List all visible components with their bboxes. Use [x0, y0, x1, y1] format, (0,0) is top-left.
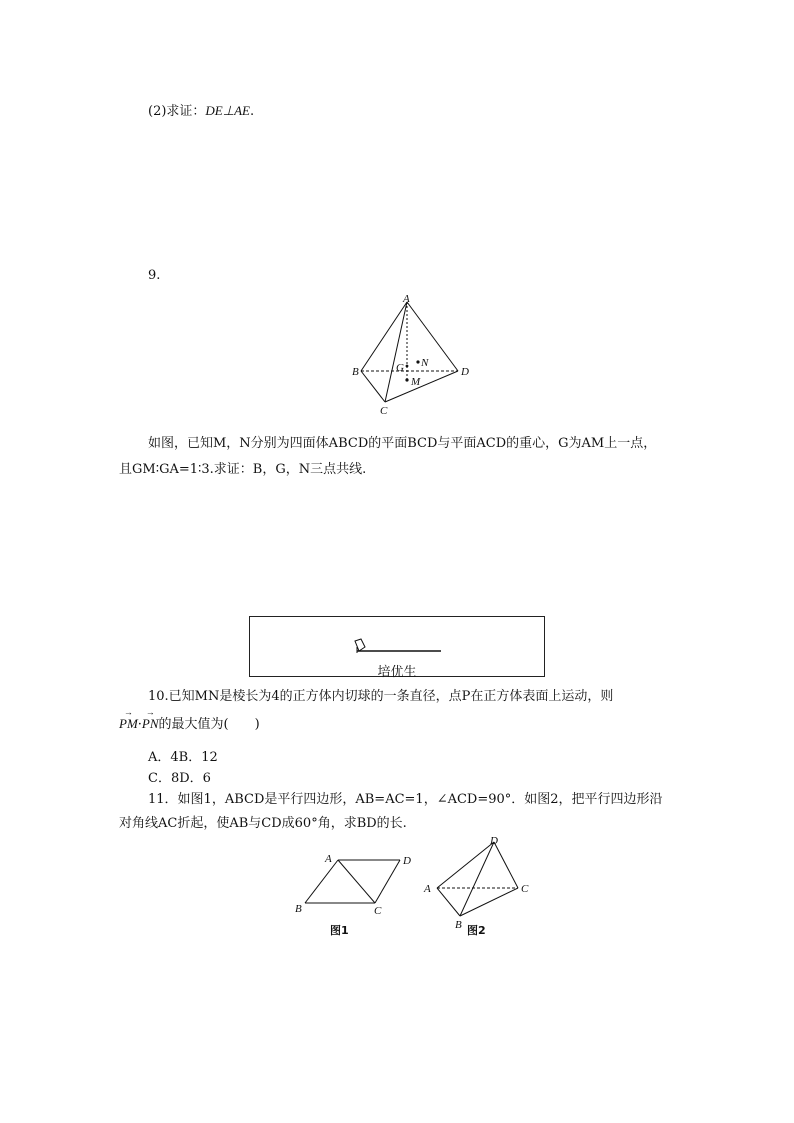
q9-number: 9. — [148, 268, 161, 283]
banner-title: 培优生 — [377, 665, 417, 680]
q9-text-line1: 如图，已知M，N分别为四面体ABCD的平面BCD与平面ACD的重心，G为AM上一点， — [148, 436, 657, 451]
q8-part2-prefix: (2)求证： — [148, 104, 206, 119]
q10-line1: 10.已知MN是棱长为4的正方体内切球的一条直径，点P在正方体表面上运动，则 — [148, 689, 614, 704]
q11-line1: 11．如图1，ABCD是平行四边形，AB=AC=1，∠ACD=90°．如图2，把平行四边形沿 — [148, 792, 663, 807]
q11-fig1-label-b: B — [295, 903, 302, 915]
q9-label-b: B — [352, 366, 359, 378]
q10-options-cd: C．8D．6 — [148, 771, 211, 786]
q8-part2-expr: DE⊥AE — [205, 103, 250, 118]
q10-line2-suffix: 的最大值为( ) — [158, 717, 260, 732]
q9-label-g: G — [396, 362, 404, 374]
q9-tetrahedron-figure — [340, 290, 480, 420]
q9-label-c: C — [380, 405, 388, 417]
q11-figure1-caption: 图1 — [330, 924, 349, 937]
q9-label-m: M — [411, 376, 421, 388]
q11-fig2-label-b: B — [455, 919, 462, 931]
q11-fig1-label-a: A — [325, 853, 332, 865]
q10-options-ab: A．4B．12 — [148, 750, 218, 765]
section-banner — [249, 616, 545, 680]
q10-dot: · — [137, 717, 142, 732]
pencil-icon — [353, 637, 443, 657]
q10-vector-pm: → PM — [119, 707, 138, 731]
q10-line2 — [119, 707, 260, 732]
q9-text-line2: 且GM∶GA=1∶3.求证：B，G，N三点共线. — [119, 462, 367, 477]
q9-label-n: N — [421, 357, 429, 369]
q11-line2: 对角线AC折起，使AB与CD成60°角，求BD的长. — [119, 816, 407, 831]
q8-part2-suffix: . — [249, 104, 255, 119]
q11-fig2-label-c: C — [521, 883, 529, 895]
q11-fig1-label-d: D — [403, 855, 411, 867]
q11-fig2-label-d: D — [490, 835, 498, 847]
q11-fig2-label-a: A — [424, 883, 431, 895]
q11-fig1-label-c: C — [374, 905, 382, 917]
q11-figure2-tetrahedron — [420, 832, 540, 932]
q9-label-d: D — [461, 366, 469, 378]
q11-figure2-caption: 图2 — [467, 924, 486, 937]
q11-figure1-parallelogram — [290, 848, 420, 918]
q9-label-a: A — [403, 293, 410, 305]
q10-vector-pn: → PN — [141, 707, 159, 731]
q8-part2 — [148, 100, 254, 119]
